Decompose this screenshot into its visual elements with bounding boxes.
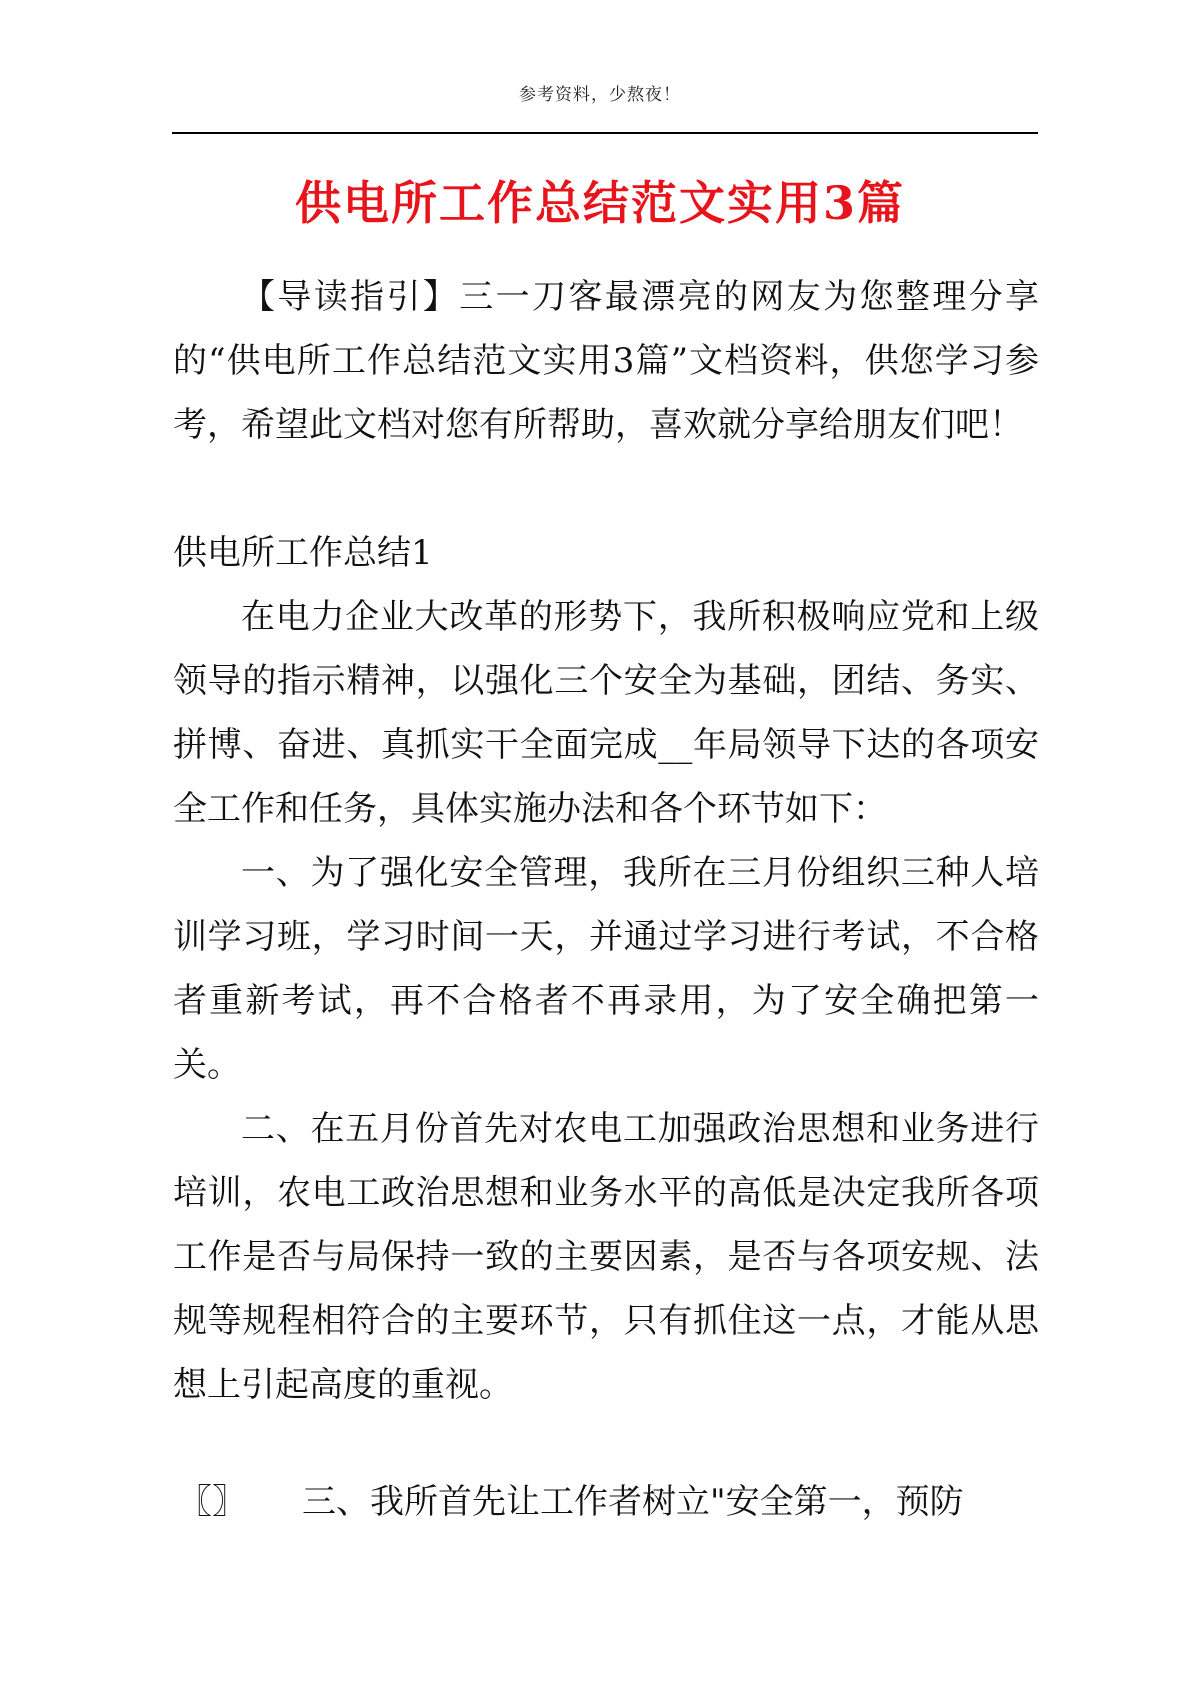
body-paragraph-2: 一、为了强化安全管理，我所在三月份组织三种人培训学习班，学习时间一天，并通过学习进行考试，不合格者重新考试，再不合格者不再录用，为了安全确把第一关。 — [173, 853, 1039, 1085]
body-paragraph-3: 二、在五月份首先对农电工加强政治思想和业务进行培训，农电工政治思想和业务水平的高低是决定我所各项工作是否与局保持一致的主要因素，是否与各项安规、法规等规程相符合的主要环节，只有抓住这一点，才能从思想上引起高度的重视。 — [173, 1109, 1039, 1405]
page-header: 参考资料，少熬夜！ — [519, 85, 681, 105]
intro-paragraph: 【导读指引】三一刀客最漂亮的网友为您整理分享的“供电所工作总结范文实用3篇”文档资料，供您学习参考，希望此文档对您有所帮助，喜欢就分享给朋友们吧！ — [173, 277, 1039, 445]
body-paragraph-1: 在电力企业大改革的形势下，我所积极响应党和上级领导的指示精神，以强化三个安全为基础，团结、务实、拼博、奋进、真抓实干全面完成__年局领导下达的各项安全工作和任务，具体实施办法和各个环节如下： — [173, 597, 1039, 829]
header-divider — [172, 132, 1038, 134]
truncated-paragraph — [178, 1470, 1044, 1534]
document-body — [173, 265, 1039, 1417]
document-title: 供电所工作总结范文实用3篇 — [294, 175, 905, 230]
section-heading: 供电所工作总结1 — [173, 533, 433, 573]
bracket-mark: 〖〗 — [178, 1482, 246, 1522]
truncated-paragraph-text: 三、我所首先让工作者树立"安全第一，预防 — [302, 1482, 964, 1522]
